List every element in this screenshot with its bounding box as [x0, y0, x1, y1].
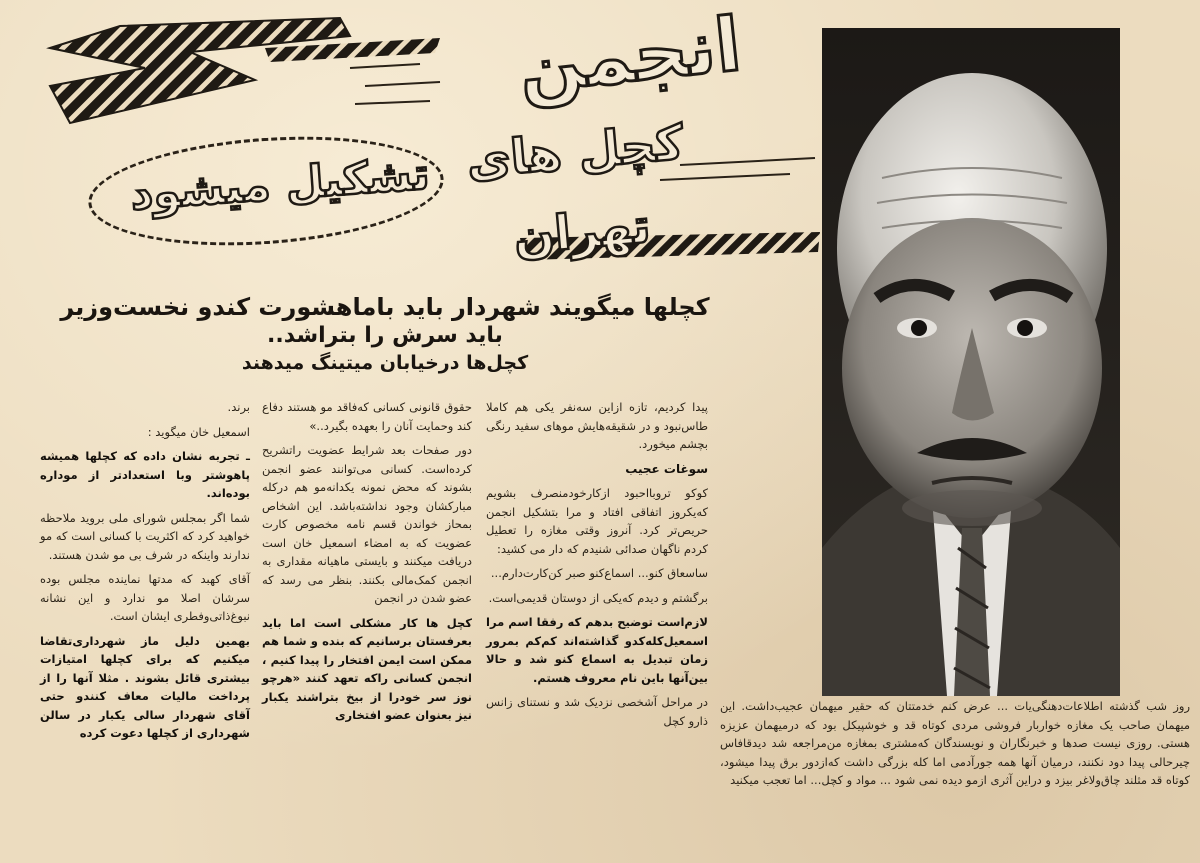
title-kachalha-tehran: کچل های تهران: [464, 114, 686, 266]
paragraph: برند.: [227, 400, 250, 414]
paragraph: کچل ها کار مشکلی است اما باید بعرفستان برسانیم که بنده و شما هم ممکن است ایمن افتخار را پیدا کنیم ، انجمن کسانی راکه تعهد کنند «هرچو نوز سر خودرا از بیخ بتراشند یکبار نیز بعنوان عضو افتخاری: [262, 615, 472, 722]
headline-line-3: کچل‌ها درخیابان میتینگ میدهند: [241, 352, 529, 374]
paragraph: آقای کهبد که مدتها نماینده مجلس بوده سرشان اصلا مو ندارد و این نشانه نبوغ‌ذاتی‌وفطری ایشان است.: [40, 572, 250, 623]
paragraph: اسمعیل خان میگوید :: [147, 424, 250, 439]
paragraph: برگشتم و دیدم که‌یکی از دوستان قدیمی‌است.: [488, 590, 708, 605]
paragraph: کوکو تروبااحبود ازکار‌خود‌منصرف بشویم که‌یکروز اتفاقی افتاد و مرا بتشکیل انجمن حریص‌تر کرد. آنروز وقتی مغازه را تعطیل کردم ناگهان صدائی شنیدم که دار می کشید:: [486, 486, 708, 556]
bald-man-portrait-image: [822, 28, 1120, 696]
paragraph: ـ تجربه نشان داده که کچلها همیشه پاهوشتر وبا استعدادتر از موداره بوده‌اند.: [40, 449, 250, 500]
column-middle: [262, 398, 472, 863]
headline-line-1: کچلها میگویند شهردار باید باماهشورت کندو نخست‌وزیر: [60, 293, 710, 321]
headline: [60, 292, 710, 387]
title-word-anjoman: انجمن: [514, 1, 745, 111]
paragraph: بهمین دلیل ماز شهرداری‌تقاضا میکنیم که برای کچلها امتیازات بیشتری قائل بشوند . مثلا آنها را از پرداخت مالیات معاف کنندو حتی آقای شهردار سالی یکبار در سالن شهرداری از کچلها دعوت کرده: [40, 633, 250, 740]
bottom-intro-paragraph: روز شب گذشته اطلاعات‌دهنگی‌یات ... عرض کنم خدمتتان که حقیر میهمان عجیب‌داشت. این میهمان صاحب یک مغازه خواربار فروشی مردی کوتاه قد و خوشپیکل بود که درمیهمان عزیزه هستی. روزی نیست صدها و خبرنگاران و نویسندگان که‌مشتری بمغازه من‌مراجعه شد دیدقافاس چیرحالی پیدا دود نکنند، درمیان آنها همه جورآدمی اما کله بزرگی داشت که‌ازدور برق پیدا میشود، کوتاه قد مثلند چاق‌ولاغر بیزد و دراین آثری ازمو دیده نمی شود ... مواد و کچل... اما تعجب میکنید: [720, 699, 1190, 787]
title-arrow-decoration: [40, 8, 460, 133]
paragraph: پیدا کردیم، تازه ازاین سه‌نفر یکی هم کاملا طاس‌نبود و در شقیقه‌هایش موهای سفید رنگی بچشم میخورد.: [486, 400, 708, 451]
paragraph: در مراحل آشخصی نزدیک شد و نستنای زانس ذارو کچل: [486, 695, 708, 728]
paragraph: حقوق قانونی کسانی که‌فاقد مو هستند دفاع کند وحمایت آنان را بعهده بگیرد..»: [262, 400, 472, 433]
paragraph: لازم‌است توضیح بدهم که رفقا اسم مرا اسمعیل‌کله‌کدو گذاشته‌اند کم‌کم بمرور زمان تبدیل به اسماع کنو شد و حالا بین‌آنها باین نام معروف هستم.: [486, 615, 708, 685]
column-left: [40, 398, 250, 863]
portrait-photo: [822, 28, 1120, 696]
column-right: [486, 398, 708, 863]
paragraph: دور صفحات بعد شرایط عضویت راتشریح کرده‌است. کسانی می‌توانند عضو انجمن بشوند که محض نمونه یکدانه‌مو هم درکله مبارکشان وجود نداشته‌باشد. این اشخاص بمحاز خواندن قسم نامه مخصوص کارت عضویت که به امضاء اسمعیل خان است دریافت میکنند و بایستی ماهیانه مقداری به انجمن کمک‌مالی بکنند. بنظر می رسد که عضو شدن در انجمن: [262, 443, 472, 605]
paragraph: شما اگر بمجلس شورای ملی بروید ملاحظه خواهید کرد که اکثریت با کسانی است که مو ندارند واینکه در شرف بی مو شدن هستند.: [40, 510, 250, 562]
subheading-soghat: سوغات عجیب: [625, 461, 708, 476]
title-tashkil-mishavad: تشکیل میشود: [128, 148, 432, 221]
headline-line-2: باید سرش را بتراشد..: [267, 323, 503, 348]
paragraph: ساسعاق کنو... اسماع‌کنو صبر کن‌کارت‌دارم...: [490, 566, 708, 580]
